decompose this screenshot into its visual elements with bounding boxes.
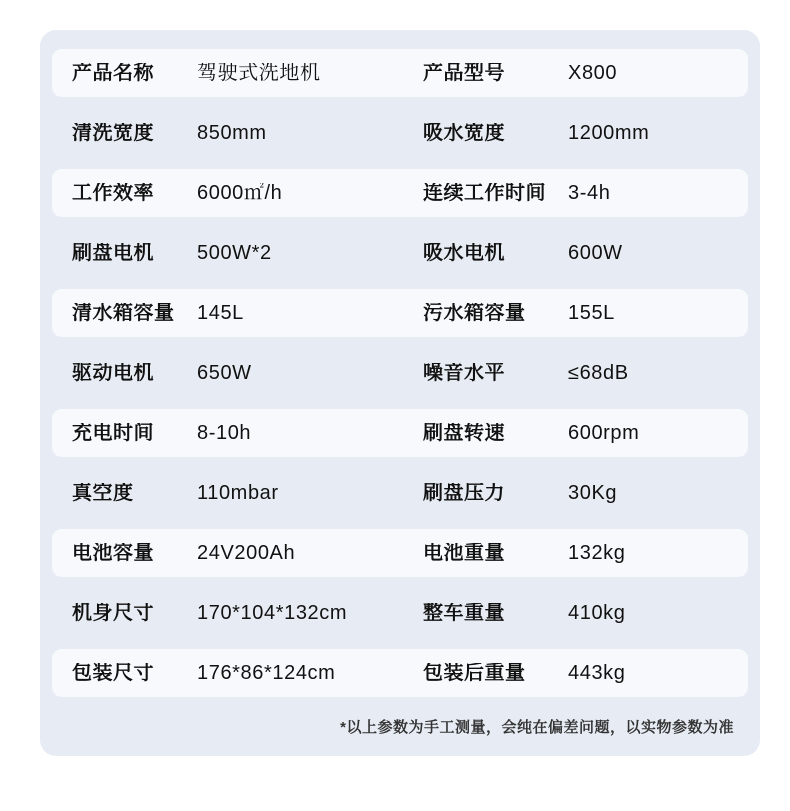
spec-row bbox=[52, 289, 748, 337]
spec-value-col1: 145L bbox=[197, 303, 244, 323]
spec-value-col2: 443kg bbox=[568, 663, 626, 683]
spec-label-col2: 整车重量 bbox=[423, 603, 505, 623]
spec-row bbox=[52, 409, 748, 457]
spec-value-col2: 410kg bbox=[568, 603, 626, 623]
spec-label-col1: 真空度 bbox=[72, 483, 134, 503]
spec-row bbox=[52, 103, 748, 163]
spec-label-col2: 噪音水平 bbox=[423, 363, 505, 383]
spec-row bbox=[52, 583, 748, 643]
spec-value-col1: 6000㎡/h bbox=[197, 183, 283, 203]
spec-row bbox=[52, 463, 748, 523]
spec-value-col1: 650W bbox=[197, 363, 252, 383]
spec-label-col1: 清水箱容量 bbox=[72, 303, 175, 323]
spec-value-col2: 155L bbox=[568, 303, 615, 323]
spec-label-col1: 电池容量 bbox=[72, 543, 154, 563]
spec-value-col1: 24V200Ah bbox=[197, 543, 296, 563]
footnote: *以上参数为手工测量，会纯在偏差问题，以实物参数为准 bbox=[340, 719, 734, 736]
spec-value-col1: 驾驶式洗地机 bbox=[197, 63, 321, 83]
spec-value-col2: 600W bbox=[568, 243, 623, 263]
spec-label-col2: 吸水宽度 bbox=[423, 123, 505, 143]
spec-label-col1: 驱动电机 bbox=[72, 363, 154, 383]
spec-label-col1: 刷盘电机 bbox=[72, 243, 154, 263]
spec-value-col2: X800 bbox=[568, 63, 618, 83]
spec-row bbox=[52, 343, 748, 403]
spec-value-col1: 170*104*132cm bbox=[197, 603, 348, 623]
spec-label-col2: 产品型号 bbox=[423, 63, 505, 83]
spec-value-col1: 500W*2 bbox=[197, 243, 272, 263]
spec-label-col1: 清洗宽度 bbox=[72, 123, 154, 143]
spec-value-col2: 1200mm bbox=[568, 123, 650, 143]
spec-row bbox=[52, 649, 748, 697]
spec-value-col2: 30Kg bbox=[568, 483, 618, 503]
spec-label-col2: 连续工作时间 bbox=[423, 183, 546, 203]
spec-value-col1: 176*86*124cm bbox=[197, 663, 336, 683]
spec-label-col1: 产品名称 bbox=[72, 63, 154, 83]
spec-label-col1: 充电时间 bbox=[72, 423, 154, 443]
spec-label-col2: 吸水电机 bbox=[423, 243, 505, 263]
spec-value-col1: 110mbar bbox=[197, 483, 279, 503]
spec-label-col2: 污水箱容量 bbox=[423, 303, 526, 323]
spec-value-col2: 132kg bbox=[568, 543, 626, 563]
spec-row bbox=[52, 169, 748, 217]
spec-row bbox=[52, 223, 748, 283]
spec-table-rows bbox=[52, 49, 748, 697]
spec-value-col2: 600rpm bbox=[568, 423, 640, 443]
spec-label-col1: 包装尺寸 bbox=[72, 663, 154, 683]
spec-label-col2: 电池重量 bbox=[423, 543, 505, 563]
spec-value-col2: 3-4h bbox=[568, 183, 611, 203]
spec-label-col2: 刷盘转速 bbox=[423, 423, 505, 443]
spec-value-col2: ≤68dB bbox=[568, 363, 629, 383]
spec-label-col2: 包装后重量 bbox=[423, 663, 526, 683]
spec-value-col1: 850mm bbox=[197, 123, 267, 143]
spec-label-col1: 工作效率 bbox=[72, 183, 154, 203]
spec-label-col2: 刷盘压力 bbox=[423, 483, 505, 503]
spec-value-col1: 8-10h bbox=[197, 423, 252, 443]
spec-row bbox=[52, 49, 748, 97]
spec-row bbox=[52, 529, 748, 577]
spec-table bbox=[40, 30, 760, 756]
spec-label-col1: 机身尺寸 bbox=[72, 603, 154, 623]
